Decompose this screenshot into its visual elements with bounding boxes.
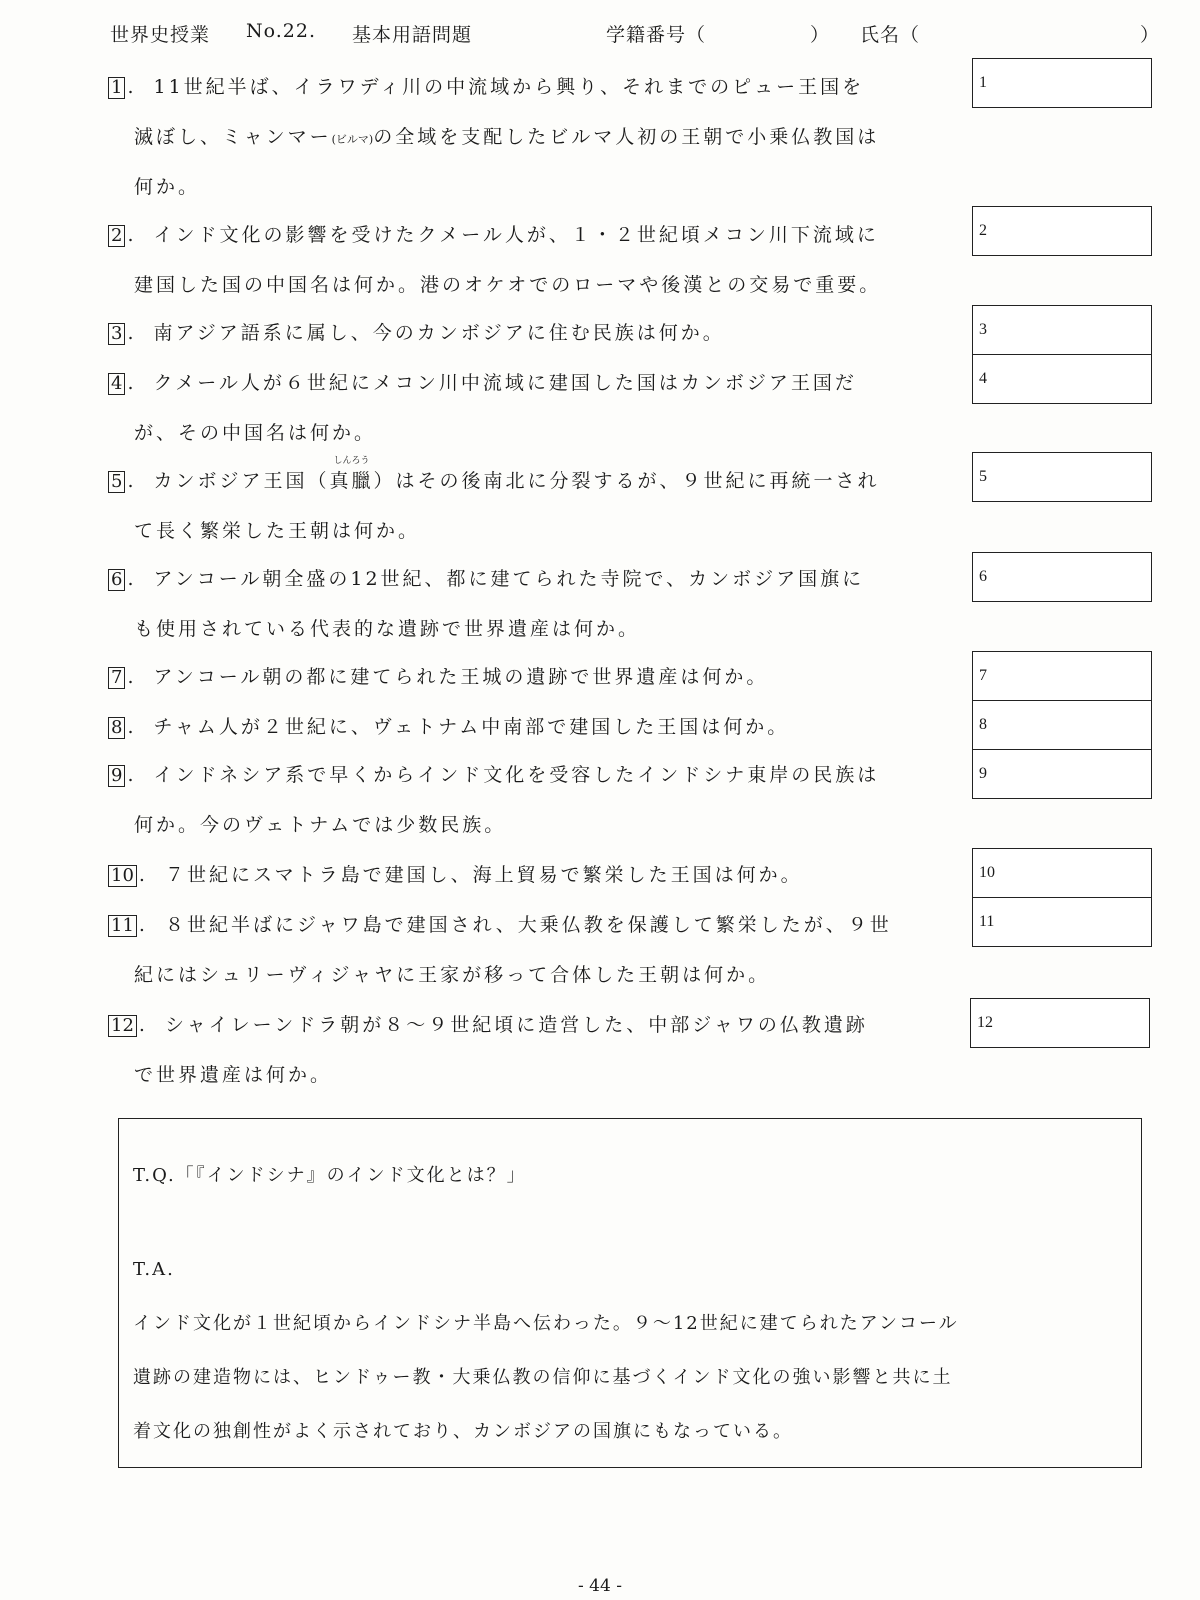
answer-label: 11 xyxy=(979,913,995,930)
question-11: 11 . ８世紀半ばにジャワ島で建国され、大乗仏教を保護して繁栄したが、９世 xyxy=(108,910,892,937)
student-id-label: 学籍番号（ xyxy=(606,24,707,46)
question-1-line-2 xyxy=(134,122,879,149)
question-4-line-2: が、その中国名は何か。 xyxy=(134,422,377,444)
question-text: 11世紀半ば、イラワディ川の中流域から興り、それまでのピュー王国を xyxy=(153,76,865,98)
answer-label: 2 xyxy=(979,222,987,239)
answer-box-1[interactable] xyxy=(972,58,1152,108)
question-text: シャイレーンドラ朝が８～９世紀頃に造営した、中部ジャワの仏教遺跡 xyxy=(164,1014,868,1036)
question-9-line-2: 何か。今のヴェトナムでは少数民族。 xyxy=(134,814,507,836)
answer-label: 9 xyxy=(979,765,987,782)
question-number: 4 xyxy=(108,373,125,395)
question-12-line-2: で世界遺産は何か。 xyxy=(134,1064,333,1086)
answer-box-10[interactable] xyxy=(972,848,1152,898)
question-8: 8 . チャム人が２世紀に、ヴェトナム中南部で建国した王国は何か。 xyxy=(108,712,789,739)
question-text: ）はその後南北に分裂するが、９世紀に再統一され xyxy=(373,470,880,492)
student-id-close: ） xyxy=(810,24,831,46)
question-number: 9 xyxy=(108,765,125,787)
page-number: - 44 - xyxy=(578,1576,622,1596)
question-text: カンボジア王国（ xyxy=(153,470,330,492)
question-text: クメール人が６世紀にメコン川中流域に建国した国はカンボジア王国だ xyxy=(153,372,857,394)
answer-box-4[interactable] xyxy=(972,354,1152,404)
answer-box-5[interactable] xyxy=(972,452,1152,502)
question-number: 2 xyxy=(108,225,125,247)
question-4: 4 . クメール人が６世紀にメコン川中流域に建国した国はカンボジア王国だ xyxy=(108,368,857,395)
answer-box-11[interactable] xyxy=(972,897,1152,947)
question-11-line-2: 紀にはシュリーヴィジャヤに王家が移って合体した王朝は何か。 xyxy=(134,964,771,986)
question-text: インドネシア系で早くからインド文化を受容したインドシナ東岸の民族は xyxy=(153,764,880,786)
question-2: 2 . インド文化の影響を受けたクメール人が、１・２世紀頃メコン川下流域に xyxy=(108,220,879,247)
answer-label: 7 xyxy=(979,667,987,684)
question-number: 8 xyxy=(108,717,125,739)
answer-box-2[interactable] xyxy=(972,206,1152,256)
question-text: アンコール朝全盛の12世紀、都に建てられた寺院で、カンボジア国旗に xyxy=(153,568,865,590)
question-text: アンコール朝の都に建てられた王城の遺跡で世界遺産は何か。 xyxy=(153,666,769,688)
answer-label: 8 xyxy=(979,716,987,733)
small-note: (ビルマ) xyxy=(331,133,374,146)
name-close: ） xyxy=(1140,24,1161,46)
question-6: 6 . アンコール朝全盛の12世紀、都に建てられた寺院で、カンボジア国旗に xyxy=(108,564,864,591)
question-text: ８世紀半ばにジャワ島で建国され、大乗仏教を保護して繁栄したが、９世 xyxy=(164,914,892,936)
question-text: ７世紀にスマトラ島で建国し、海上貿易で繁栄した王国は何か。 xyxy=(164,864,803,886)
question-5: 5 . カンボジア王国（ しんろう 真臘）はその後南北に分裂するが、９世紀に再統一され xyxy=(108,466,880,493)
think-answer-line: インド文化が１世紀頃からインドシナ半島へ伝わった。９～12世紀に建てられたアンコール xyxy=(133,1313,959,1334)
question-text: チャム人が２世紀に、ヴェトナム中南部で建国した王国は何か。 xyxy=(153,716,790,738)
think-answer-label: T.A. xyxy=(133,1259,175,1280)
page-title: 基本用語問題 xyxy=(352,24,473,46)
question-number: 3 xyxy=(108,323,125,345)
answer-box-8[interactable] xyxy=(972,700,1152,750)
answer-label: 6 xyxy=(979,568,987,585)
question-1-line-3: 何か。 xyxy=(134,176,201,198)
answer-label: 4 xyxy=(979,370,987,387)
answer-label: 12 xyxy=(977,1014,993,1031)
question-10: 10 . ７世紀にスマトラ島で建国し、海上貿易で繁栄した王国は何か。 xyxy=(108,860,803,887)
question-text: インド文化の影響を受けたクメール人が、１・２世紀頃メコン川下流域に xyxy=(153,224,879,246)
question-12: 12 . シャイレーンドラ朝が８～９世紀頃に造営した、中部ジャワの仏教遺跡 xyxy=(108,1010,868,1037)
think-question: T.Q.「『インドシナ』のインド文化とは？」 xyxy=(133,1165,527,1186)
ruby-reading: しんろう xyxy=(333,456,370,466)
question-text: の全域を支配したビルマ人初の王朝で小乗仏教国は xyxy=(373,126,880,148)
ruby-word xyxy=(329,456,374,493)
question-7: 7 . アンコール朝の都に建てられた王城の遺跡で世界遺産は何か。 xyxy=(108,662,768,689)
think-question-box xyxy=(118,1118,1142,1468)
question-text: 南アジア語系に属し、今のカンボジアに住む民族は何か。 xyxy=(153,322,725,344)
question-number: 7 xyxy=(108,667,125,689)
think-answer-line: 着文化の独創性がよく示されており、カンボジアの国旗にもなっている。 xyxy=(133,1421,793,1442)
name-label: 氏名（ xyxy=(860,24,921,46)
answer-box-6[interactable] xyxy=(972,552,1152,602)
question-number: 1 xyxy=(108,77,125,99)
answer-label: 3 xyxy=(979,321,987,338)
answer-box-9[interactable] xyxy=(972,749,1152,799)
question-number: 12 xyxy=(108,1015,137,1037)
sheet-number: No.22. xyxy=(246,20,316,42)
question-1: 1 . 11世紀半ば、イラワディ川の中流域から興り、それまでのピュー王国を xyxy=(108,72,864,99)
question-6-line-2: も使用されている代表的な遺跡で世界遺産は何か。 xyxy=(134,618,641,640)
question-3: 3 . 南アジア語系に属し、今のカンボジアに住む民族は何か。 xyxy=(108,318,725,345)
question-text: 滅ぼし、ミャンマー xyxy=(134,126,332,148)
think-answer-line: 遺跡の建造物には、ヒンドゥー教・大乗仏教の信仰に基づくインド文化の強い影響と共に土 xyxy=(133,1367,953,1388)
ruby-base: 真臘 xyxy=(329,470,374,492)
answer-label: 5 xyxy=(979,468,987,485)
question-9: 9 . インドネシア系で早くからインド文化を受容したインドシナ東岸の民族は xyxy=(108,760,879,787)
answer-label: 1 xyxy=(979,74,987,91)
question-number: 10 xyxy=(108,865,137,887)
course-title: 世界史授業 xyxy=(110,24,211,46)
question-2-line-2: 建国した国の中国名は何か。港のオケオでのローマや後漢との交易で重要。 xyxy=(134,274,882,296)
answer-box-12[interactable] xyxy=(970,998,1150,1048)
question-number: 6 xyxy=(108,569,125,591)
answer-box-3[interactable] xyxy=(972,305,1152,355)
answer-box-7[interactable] xyxy=(972,651,1152,701)
answer-label: 10 xyxy=(979,864,995,881)
question-number: 5 xyxy=(108,471,125,493)
question-number: 11 xyxy=(108,915,137,937)
question-5-line-2: て長く繁栄した王朝は何か。 xyxy=(134,520,421,542)
